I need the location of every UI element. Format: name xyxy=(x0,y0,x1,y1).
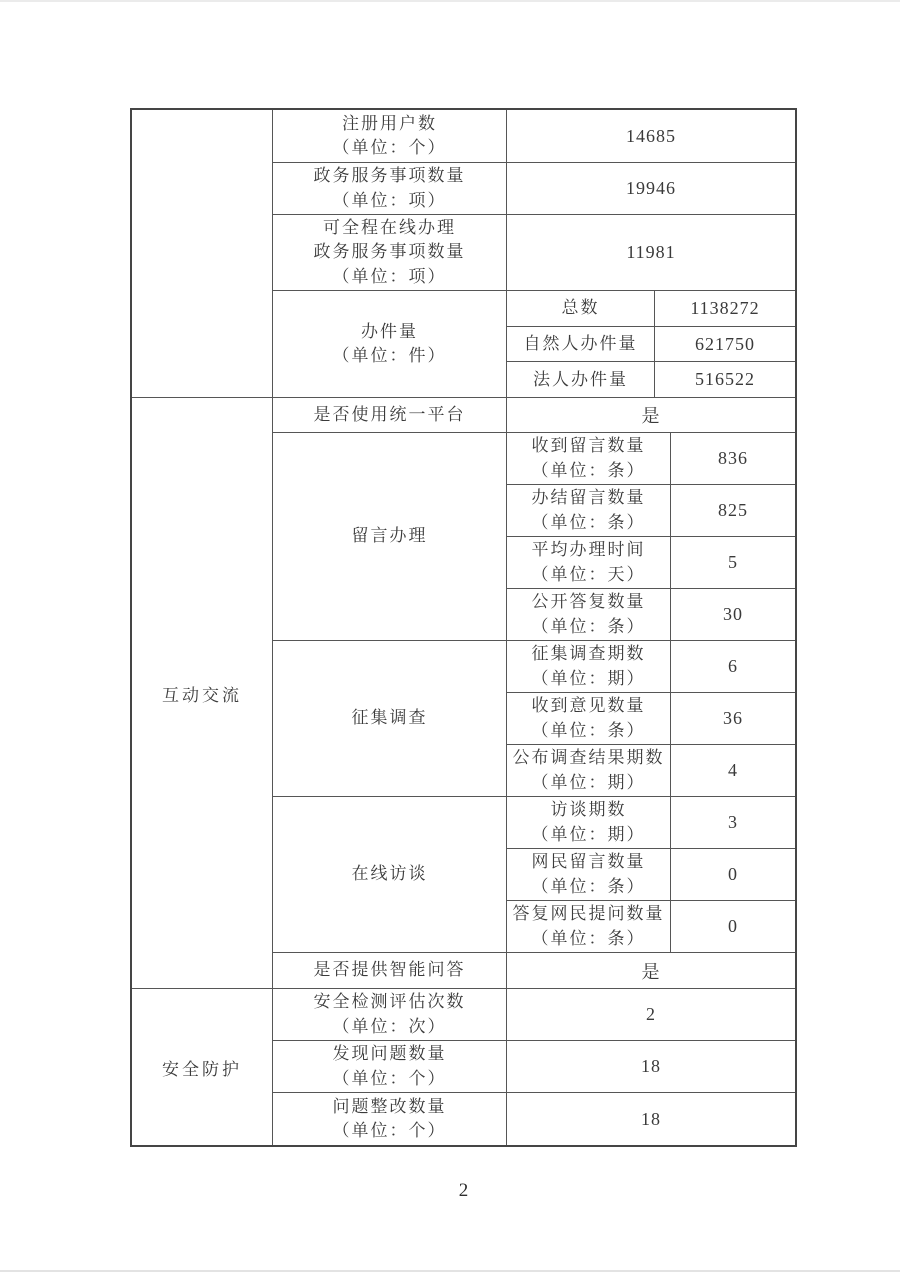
label-unit-line: （单位：条） xyxy=(531,460,646,480)
label-unit-line: （单位：条） xyxy=(531,720,646,740)
sublabel-public-replies xyxy=(507,589,671,640)
label-line: 收到留言数量 xyxy=(531,436,646,456)
value-smart-qa: 是 xyxy=(641,961,661,982)
page-number: 2 xyxy=(458,1180,469,1201)
section-service-category-cell xyxy=(132,110,273,397)
table-row-problems-found xyxy=(273,1041,795,1093)
subrow-messages-completed xyxy=(507,485,795,537)
value-problems-rectified: 18 xyxy=(641,1108,661,1129)
subrow-natural-person xyxy=(507,327,795,363)
label-unit-line: （单位：项） xyxy=(332,266,447,286)
label-unit-line: （单位：条） xyxy=(531,616,646,636)
label-unit-line: （单位：件） xyxy=(332,346,447,365)
statistics-table xyxy=(130,108,797,1147)
label-line: 办结留言数量 xyxy=(531,488,646,508)
label-unit-line: （单位：期） xyxy=(531,668,646,688)
table-row-security-assessments xyxy=(273,989,795,1041)
label-line: 安全检测评估次数 xyxy=(313,992,466,1012)
group-online-interview xyxy=(273,797,795,953)
sublabel-interview-periods xyxy=(507,797,671,848)
sublabel-average-handling-time xyxy=(507,537,671,588)
label-line: 可全程在线办理 xyxy=(323,218,456,238)
value-questions-answered: 0 xyxy=(728,916,738,936)
section-security-category-cell: 安全防护 xyxy=(132,989,273,1145)
section-interaction xyxy=(132,398,795,989)
section-interaction-body xyxy=(273,398,795,988)
label-unit-line: （单位：期） xyxy=(531,772,646,792)
sublabel-questions-answered xyxy=(507,901,671,952)
label-line: 政务服务事项数量 xyxy=(313,166,466,186)
group-message-handling xyxy=(273,433,795,641)
label-unit-line: （单位：条） xyxy=(531,512,646,532)
row-label-unified-platform: 是否使用统一平台 xyxy=(273,398,507,432)
subrow-interview-periods xyxy=(507,797,795,849)
sublabel-messages-received xyxy=(507,433,671,484)
table-row-case-volume xyxy=(273,291,795,397)
subrow-public-replies xyxy=(507,589,795,640)
sublabel-total: 总数 xyxy=(507,291,655,326)
label-line: 公开答复数量 xyxy=(531,592,646,612)
table-row-problems-rectified xyxy=(273,1093,795,1145)
section-service-body xyxy=(273,110,795,397)
label-line: 注册用户数 xyxy=(342,113,437,133)
subrow-total xyxy=(507,291,795,327)
subrow-messages-received xyxy=(507,433,795,485)
table-row-smart-qa xyxy=(273,953,795,988)
group-label-online-interview: 在线访谈 xyxy=(273,797,507,952)
case-volume-subtable xyxy=(507,291,795,397)
sublabel-opinions-received xyxy=(507,693,671,744)
label-unit-line: （单位：个） xyxy=(332,1068,447,1088)
sublabel-results-published xyxy=(507,745,671,796)
value-results-published: 4 xyxy=(728,760,738,780)
row-label-smart-qa: 是否提供智能问答 xyxy=(273,953,507,988)
value-survey-periods: 6 xyxy=(728,656,738,676)
label-line: 政务服务事项数量 xyxy=(313,242,466,262)
value-public-replies: 30 xyxy=(723,604,743,624)
sublabel-messages-completed xyxy=(507,485,671,536)
value-messages-completed: 825 xyxy=(718,500,748,520)
row-label-registered-users xyxy=(273,110,507,162)
label-line: 收到意见数量 xyxy=(531,696,646,716)
subrow-survey-periods xyxy=(507,641,795,693)
value-natural-person: 621750 xyxy=(695,333,755,354)
row-label-service-items xyxy=(273,163,507,214)
row-label-problems-rectified xyxy=(273,1093,507,1145)
section-security xyxy=(132,989,795,1145)
subrow-average-handling-time xyxy=(507,537,795,589)
label-line: 平均办理时间 xyxy=(531,540,646,560)
row-label-case-volume xyxy=(273,291,507,397)
online-interview-subtable xyxy=(507,797,795,952)
group-label-message-handling: 留言办理 xyxy=(273,433,507,640)
label-line: 问题整改数量 xyxy=(332,1096,447,1116)
page-top-edge xyxy=(0,0,900,2)
label-line: 答复网民提问数量 xyxy=(512,904,665,924)
row-label-security-assessments xyxy=(273,989,507,1040)
row-label-online-service-items xyxy=(273,215,507,290)
table-row xyxy=(273,163,795,215)
value-security-assessments: 2 xyxy=(646,1004,656,1024)
label-unit-line: （单位：项） xyxy=(332,190,447,210)
sublabel-survey-periods xyxy=(507,641,671,692)
subrow-results-published xyxy=(507,745,795,796)
value-netizen-messages: 0 xyxy=(728,864,738,884)
label-line: 访谈期数 xyxy=(550,800,627,820)
section-interaction-category-cell: 互动交流 xyxy=(132,398,273,988)
value-interview-periods: 3 xyxy=(728,812,738,832)
label-line: 发现问题数量 xyxy=(332,1044,447,1064)
label-unit-line: （单位：个） xyxy=(332,1121,447,1140)
label-unit-line: （单位：期） xyxy=(531,824,646,844)
group-label-survey: 征集调查 xyxy=(273,641,507,796)
label-unit-line: （单位：条） xyxy=(531,928,646,948)
value-average-handling-time: 5 xyxy=(728,552,738,572)
label-line: 网民留言数量 xyxy=(531,852,646,872)
value-opinions-received: 36 xyxy=(723,708,743,728)
message-handling-subtable xyxy=(507,433,795,640)
label-line: 公布调查结果期数 xyxy=(512,748,665,768)
survey-subtable xyxy=(507,641,795,796)
label-line: 征集调查期数 xyxy=(531,644,646,664)
subrow-opinions-received xyxy=(507,693,795,745)
sublabel-netizen-messages xyxy=(507,849,671,900)
value-online-service-items: 11981 xyxy=(626,242,676,262)
group-survey xyxy=(273,641,795,797)
section-service xyxy=(132,110,795,398)
value-total: 1138272 xyxy=(690,297,760,318)
row-label-problems-found xyxy=(273,1041,507,1092)
label-line: 办件量 xyxy=(361,321,418,341)
table-row xyxy=(273,215,795,291)
value-problems-found: 18 xyxy=(641,1056,661,1076)
value-legal-person: 516522 xyxy=(695,369,755,390)
label-unit-line: （单位：个） xyxy=(332,138,447,157)
value-registered-users: 14685 xyxy=(626,125,676,146)
value-service-items: 19946 xyxy=(626,178,676,198)
table-row xyxy=(273,110,795,163)
label-unit-line: （单位：条） xyxy=(531,876,646,896)
table-row-unified-platform xyxy=(273,398,795,433)
subrow-netizen-messages xyxy=(507,849,795,901)
label-unit-line: （单位：次） xyxy=(332,1016,447,1036)
value-messages-received: 836 xyxy=(718,448,748,468)
sublabel-natural-person: 自然人办件量 xyxy=(507,327,655,362)
subrow-legal-person xyxy=(507,362,795,397)
subrow-questions-answered xyxy=(507,901,795,952)
sublabel-legal-person: 法人办件量 xyxy=(507,362,655,397)
label-unit-line: （单位：天） xyxy=(531,564,646,584)
section-security-body xyxy=(273,989,795,1145)
value-unified-platform: 是 xyxy=(641,406,661,426)
